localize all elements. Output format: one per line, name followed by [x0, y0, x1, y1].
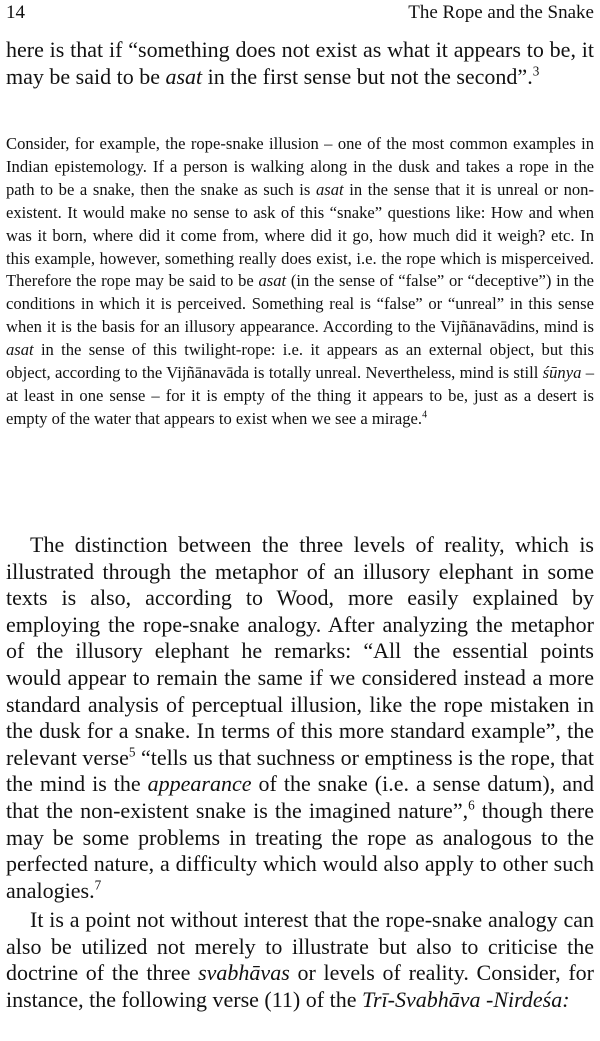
- running-title: The Rope and the Snake: [408, 2, 594, 23]
- italic-term: appearance: [147, 771, 252, 797]
- text-run: – at least in one sense – for it is empty of the thing it appears to be, just as a desert is empty of the water that appears to exist when we see a mirage.: [6, 363, 594, 428]
- footnote-ref: 3: [532, 63, 540, 79]
- paragraph-continuation: [6, 36, 594, 90]
- footnote-ref: 6: [468, 797, 475, 813]
- footnote-ref: 4: [422, 409, 428, 421]
- italic-term: asat: [6, 340, 34, 360]
- text-run: in the sense that it is unreal or non-existent. It would make no sense to ask of this “snake” questions like: How and when was it born, where did it come from, where did it go, how much did it weigh? etc. In this example, however, something really does exist, i.e. the rope which is misperceived. Therefore the rope may be said to be: [6, 179, 595, 291]
- italic-term: asat: [258, 271, 287, 291]
- text-run: “tells us that suchness or emptiness is the rope, that the mind is the: [6, 744, 595, 797]
- footnote-ref: 7: [94, 877, 102, 893]
- text-run: The distinction between the three levels of reality, which is illustrated through the metaphor of an illusory elephant in some texts is also, according to Wood, more easily explained by employing the rope-snake analogy. After analyzing the metaphor of the illusory elephant he remarks: “All the essential points would appear to remain the same if we considered instead a more standard analysis of perceptual illusion, like the rope mistaken in the dusk for a snake. In terms of this more standard example”, the relevant verse: [6, 532, 594, 770]
- text-run: It is a point not without interest that the rope-snake analogy can also be utilized not merely to illustrate but also to criticise the doctrine of the three: [6, 907, 594, 986]
- block-quote: [6, 133, 594, 431]
- page-number: 14: [6, 2, 25, 23]
- text-run: in the first sense but not the second”.: [202, 64, 533, 89]
- text-run: though there may be some problems in treating the rope as analogous to the perfected nature, a difficulty which would also apply to other such analogies.: [6, 797, 594, 903]
- text-run: of the snake (i.e. a sense datum), and that the non-existent snake is the imagined nature”,: [6, 771, 594, 823]
- text-run: in the sense of this twilight-rope: i.e. it appears as an external object, but this object, according to the Vijñānavāda is totally unreal. Nevertheless, mind is still: [6, 340, 594, 383]
- text-run: here is that if “something does not exist as what it appears to be, it may be said to be: [6, 37, 594, 89]
- footnote-ref: 5: [128, 744, 136, 760]
- italic-term: asat: [165, 64, 203, 89]
- book-page: [6, 0, 594, 1041]
- italic-term: śūnya: [542, 363, 582, 383]
- text-run: (in the sense of “false” or “deceptive”) in the conditions in which it is perceived. Something real is “false” or “unreal” in this sense when it is the basis for an illusory appearance. According to the Vijñānavādins, mind is: [6, 271, 594, 337]
- text-run: Consider, for example, the rope-snake illusion – one of the most common examples in Indian epistemology. If a person is walking along in the dusk and takes a rope in the path to be a snake, then the snake as such is: [6, 134, 594, 199]
- italic-term: svabhāvas: [198, 960, 290, 986]
- text-run: or levels of reality. Consider, for instance, the following verse (11) of the: [6, 960, 594, 1012]
- italic-term: asat: [315, 179, 344, 199]
- page-header: [6, 2, 594, 26]
- italic-term: Trī-Svabhāva -Nirdeśa:: [361, 986, 570, 1012]
- paragraph-criticism: [6, 907, 594, 1013]
- paragraph-three-levels: [6, 532, 594, 904]
